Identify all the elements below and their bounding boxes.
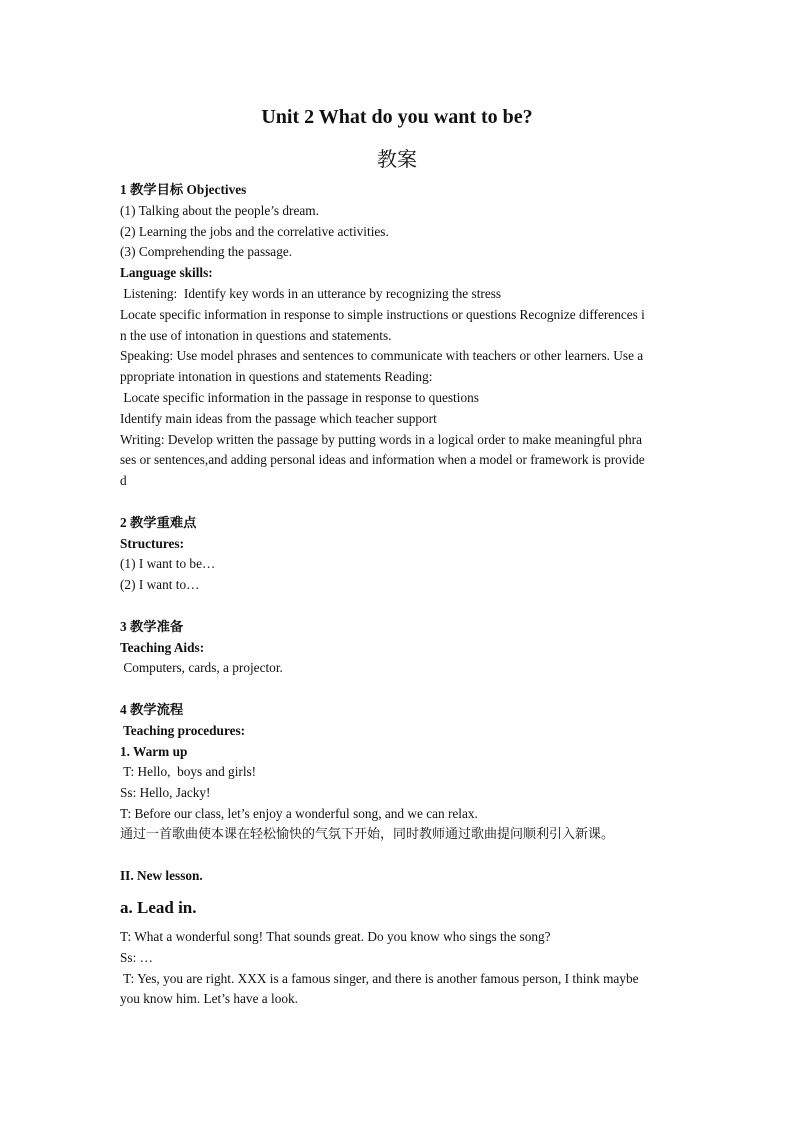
spacer [120,846,676,867]
objective-item: (2) Learning the jobs and the correlative activities. [120,223,389,239]
lead-dialogue-line: T: Yes, you are right. XXX is a famous singer, and there is another famous person, I think maybe [120,970,639,986]
spacer [120,596,676,617]
new-lesson-label: II. New lesson. [120,868,203,884]
speaking-skill-line: Speaking: Use model phrases and sentences to communicate with teachers or other learners. Use a [120,348,644,364]
document-title: Unit 2 What do you want to be? [261,106,533,128]
writing-skill-line: Writing: Develop written the passage by putting words in a logical order to make meaningful phra [120,431,642,447]
reading-skill-line: Locate specific information in the passage in response to questions [120,389,479,405]
dialogue-line: T: Hello, boys and girls! [120,764,257,780]
section-heading-procedure: 4 教学流程 [120,701,184,717]
document-body [120,180,676,1010]
lead-dialogue-line: T: What a wonderful song! That sounds great. Do you know who sings the song? [120,929,551,945]
spacer [120,492,676,513]
locate-skill-line: Locate specific information in response to simple instructions or questions Recognize differences i [120,306,645,322]
section-heading-key-points: 2 教学重难点 [120,514,197,530]
teaching-aids-list: Computers, cards, a projector. [120,660,283,676]
dialogue-line: T: Before our class, let’s enjoy a wonderful song, and we can relax. [120,805,478,821]
structures-label: Structures: [120,535,185,551]
structure-item: (2) I want to… [120,577,200,593]
section-heading-preparation: 3 教学准备 [120,618,184,634]
teaching-aids-label: Teaching Aids: [120,639,205,655]
spacer [120,679,676,700]
writing-skill-line: d [120,473,127,489]
dialogue-line: Ss: Hello, Jacky! [120,785,211,801]
chinese-note: 通过一首歌曲使本课在轻松愉快的气氛下开始，同时教师通过歌曲提问顺利引入新课。 [120,826,615,842]
listening-skill: Listening: Identify key words in an utterance by recognizing the stress [120,285,502,301]
lead-dialogue-line: Ss: … [120,949,153,965]
warm-up-label: 1. Warm up [120,743,188,759]
section-heading-objectives: 1 教学目标 Objectives [120,182,247,197]
structure-item: (1) I want to be… [120,556,216,572]
objective-item: (3) Comprehending the passage. [120,244,293,260]
speaking-skill-line: ppropriate intonation in questions and statements Reading: [120,369,433,385]
reading-skill-line: Identify main ideas from the passage which teacher support [120,410,437,426]
objective-item: (1) Talking about the people’s dream. [120,202,319,218]
lead-dialogue-line: you know him. Let’s have a look. [120,991,299,1007]
document-subtitle: 教案 [377,147,417,171]
lead-in-heading: a. Lead in. [120,898,197,918]
locate-skill-line: n the use of intonation in questions and statements. [120,327,392,343]
writing-skill-line: ses or sentences,and adding personal ideas and information when a model or framework is provide [120,452,645,468]
teaching-procedures-label: Teaching procedures: [120,722,246,738]
language-skills-label: Language skills: [120,265,213,281]
